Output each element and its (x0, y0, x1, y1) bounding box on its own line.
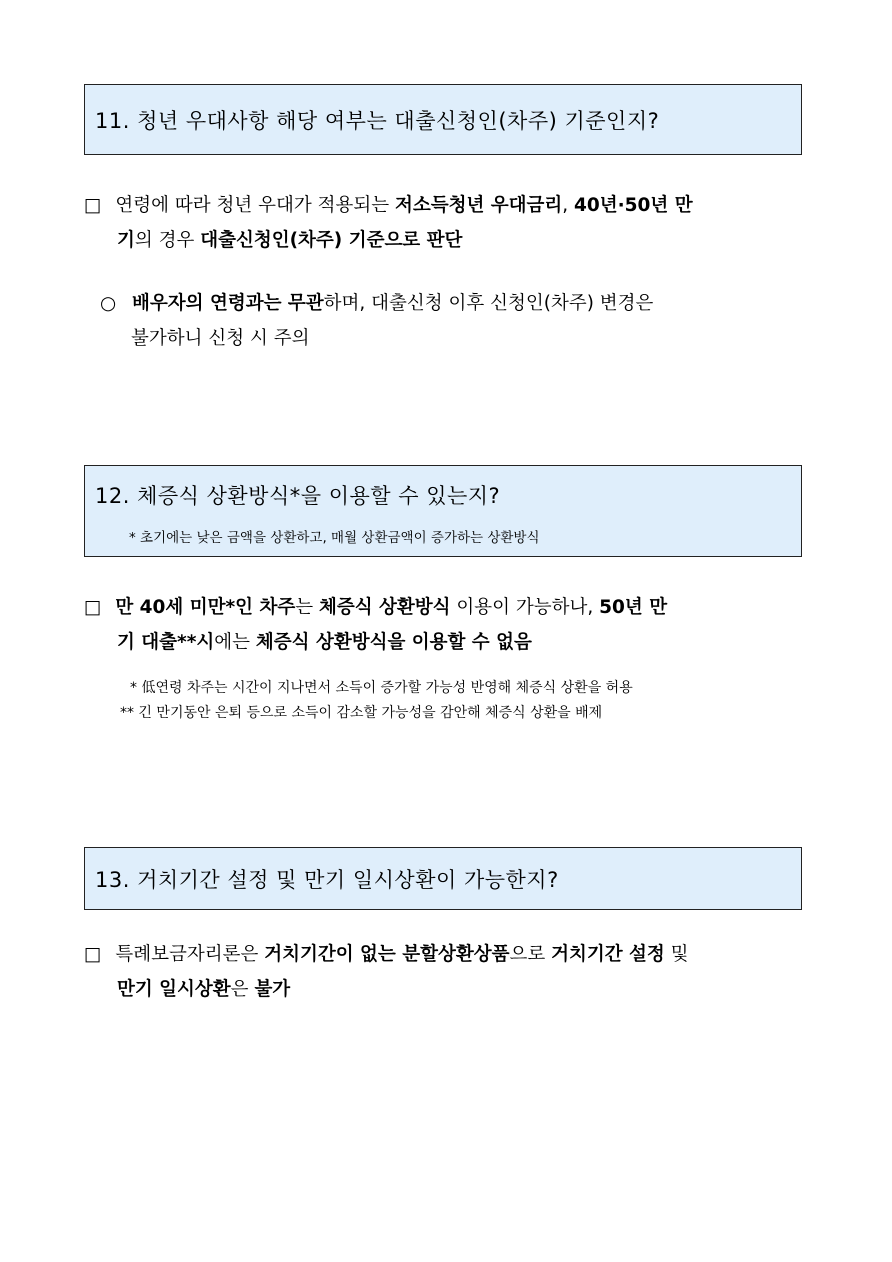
text-segment: 의 경우 (134, 230, 201, 251)
text-segment: 하며, 대출신청 이후 신청인(차주) 변경은 (323, 293, 654, 314)
q12-footnote-2: ** 긴 만기동안 은퇴 등으로 소득이 감소할 가능성을 감안해 체증식 상환을 배제 (120, 705, 603, 721)
bold-text-segment: 저소득청년 우대금리 (394, 195, 563, 216)
q12-footnote-1: * 低연령 차주는 시간이 지나면서 소득이 증가할 가능성 반영해 체증식 상환을 허용 (130, 680, 633, 696)
text-segment: 이용이 가능하나, (450, 597, 600, 618)
q12-paragraph-1 (84, 590, 667, 625)
text-segment: , (562, 195, 575, 216)
question-12-box (84, 465, 802, 557)
q11-paragraph-1 (84, 188, 693, 223)
line (115, 944, 688, 965)
q12-paragraph-1-line-2 (117, 625, 532, 660)
q11-paragraph-2 (100, 286, 653, 321)
q13-paragraph-1 (84, 937, 689, 972)
question-11-title: 11. 청년 우대사항 해당 여부는 대출신청인(차주) 기준인지? (95, 109, 660, 133)
line (115, 195, 692, 216)
line (132, 293, 653, 314)
square-bullet: □ (84, 944, 102, 965)
bold-text-segment: 배우자의 연령과는 무관 (132, 293, 324, 314)
bold-text-segment: 기 (117, 230, 135, 251)
bold-text-segment: 기 대출**시 (117, 632, 215, 653)
q11-paragraph-2-line-2 (131, 321, 309, 356)
bold-text-segment: 50년 만 (599, 597, 668, 618)
question-13-title: 13. 거치기간 설정 및 만기 일시상환이 가능한지? (95, 868, 559, 892)
line (115, 597, 667, 618)
text-segment: 연령에 따라 청년 우대가 적용되는 (115, 195, 395, 216)
line (117, 979, 290, 1000)
circle-bullet: ○ (100, 293, 117, 314)
bold-text-segment: 만 40세 미만*인 차주 (115, 597, 296, 618)
text-segment: 으로 (509, 944, 552, 965)
question-11-box (84, 84, 802, 155)
text-segment: 에는 (214, 632, 256, 653)
q13-paragraph-1-line-2 (117, 972, 290, 1007)
text-segment: 특례보금자리론은 (115, 944, 265, 965)
text-segment: 는 (295, 597, 319, 618)
bold-text-segment: 거치기간이 없는 분할상환상품 (264, 944, 510, 965)
bold-text-segment: 체증식 상환방식 (318, 597, 451, 618)
bold-text-segment: 거치기간 설정 (551, 944, 665, 965)
bold-text-segment: 만기 일시상환 (117, 979, 231, 1000)
line (117, 632, 532, 653)
text-segment: 불가하니 신청 시 주의 (131, 328, 310, 349)
square-bullet: □ (84, 195, 102, 216)
square-bullet: □ (84, 597, 102, 618)
line (131, 328, 309, 349)
bold-text-segment: 불가 (254, 979, 291, 1000)
text-segment: 은 (230, 979, 255, 1000)
question-12-title: 12. 체증식 상환방식*을 이용할 수 있는지? (95, 484, 501, 508)
text-segment: 및 (664, 944, 689, 965)
question-12-note: * 초기에는 낮은 금액을 상환하고, 매월 상환금액이 증가하는 상환방식 (129, 530, 540, 546)
question-13-box (84, 847, 802, 910)
line (117, 230, 462, 251)
bold-text-segment: 40년·50년 만 (574, 195, 693, 216)
bold-text-segment: 대출신청인(차주) 기준으로 판단 (200, 230, 463, 251)
bold-text-segment: 체증식 상환방식을 이용할 수 없음 (255, 632, 532, 653)
q11-paragraph-1-line-2 (117, 223, 462, 258)
